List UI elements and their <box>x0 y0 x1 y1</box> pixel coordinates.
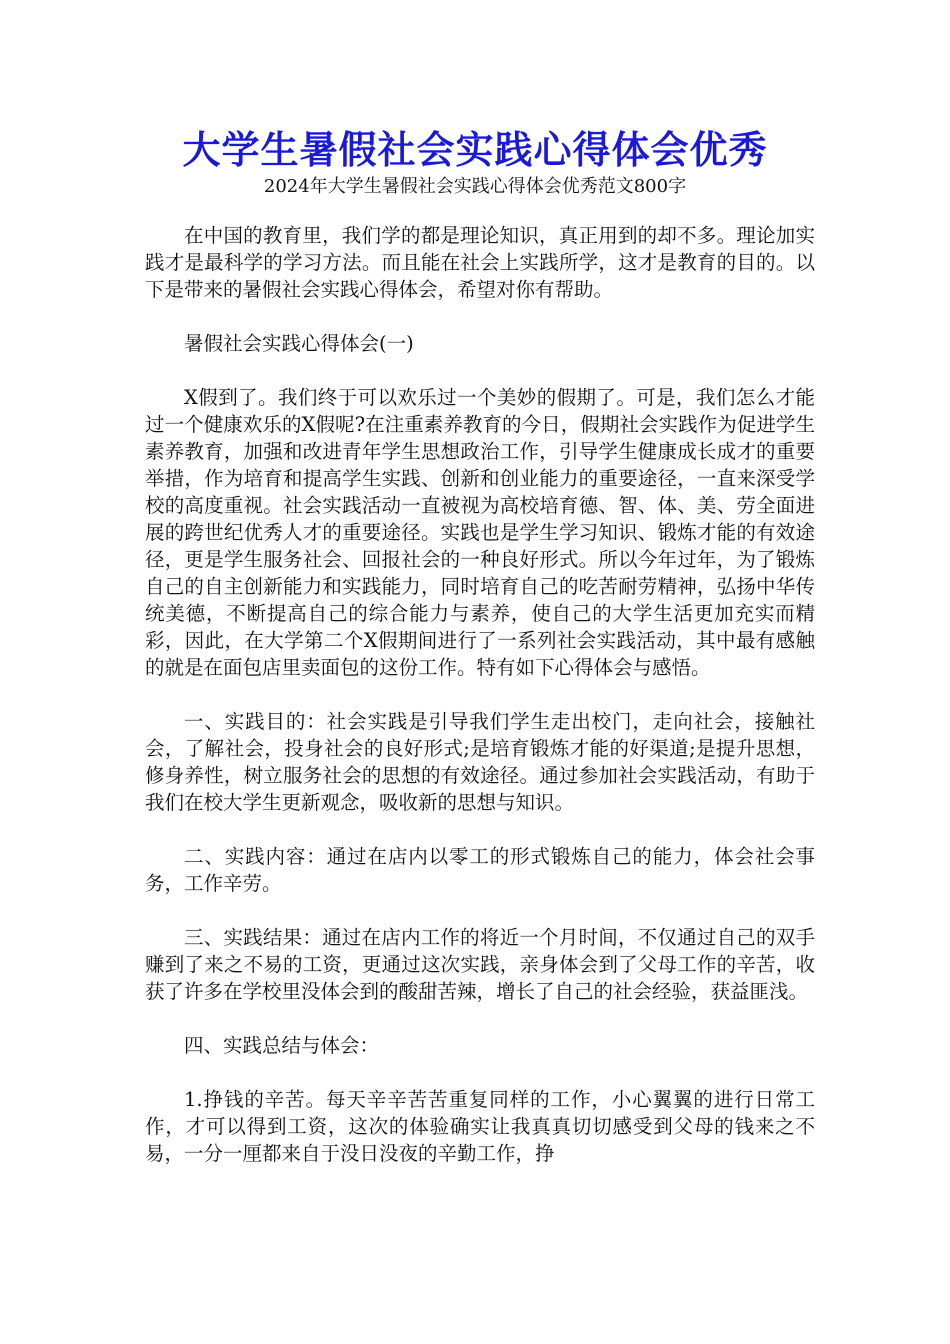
paragraph-summary-heading: 四、实践总结与体会： <box>184 1034 380 1057</box>
section-heading: 暑假社会实践心得体会(一) <box>184 332 414 355</box>
paragraph-intro: 在中国的教育里，我们学的都是理论知识，真正用到的却不多。理论加实践才是最科学的学习方法。而且能在社会上实践所学，这才是教育的目的。以下是带来的暑假社会实践心得体会，希望对你有帮助。 <box>145 224 815 301</box>
paragraph: X假到了。我们终于可以欢乐过一个美妙的假期了。可是，我们怎么才能过一个健康欢乐的X假呢?在注重素养教育的今日，假期社会实践作为促进学生素养教育，加强和改进青年学生思想政治工作，引导学生健康成长成才的重要举措，作为培育和提高学生实践、创新和创业能力的重要途径，一直来深受学校的高度重视。社会实践活动一直被视为高校培育德、智、体、美、劳全面进展的跨世纪优秀人才的重要途径。实践也是学生学习知识、锻炼才能的有效途径，更是学生服务社会、回报社会的一种良好形式。所以今年过年，为了锻炼自己的自主创新能力和实践能力，同时培育自己的吃苦耐劳精神，弘扬中华传统美德，不断提高自己的综合能力与素养，使自己的大学生活更加充实而精彩，因此，在大学第二个X假期间进行了一系列社会实践活动，其中最有感触的就是在面包店里卖面包的这份工作。特有如下心得体会与感悟。 <box>145 386 815 679</box>
document-title: 大学生暑假社会实践心得体会优秀 <box>182 127 768 172</box>
paragraph-point-1: 1.挣钱的辛苦。每天辛辛苦苦重复同样的工作，小心翼翼的进行日常工作，才可以得到工资，这次的体验确实让我真真切切感受到父母的钱来之不易，一分一厘都来自于没日没夜的辛勤工作，挣 <box>145 1088 815 1165</box>
document-subtitle: 2024年大学生暑假社会实践心得体会优秀范文800字 <box>263 176 687 197</box>
document-body <box>145 222 815 1194</box>
paragraph-content: 二、实践内容：通过在店内以零工的形式锻炼自己的能力，体会社会事务，工作辛劳。 <box>145 845 815 895</box>
paragraph-result: 三、实践结果：通过在店内工作的将近一个月时间，不仅通过自己的双手赚到了来之不易的工资，更通过这次实践，亲身体会到了父母工作的辛苦，收获了许多在学校里没体会到的酸甜苦辣，增长了自己的社会经验，获益匪浅。 <box>145 926 815 1003</box>
paragraph-purpose: 一、实践目的：社会实践是引导我们学生走出校门，走向社会，接触社会，了解社会，投身社会的良好形式;是培育锻炼才能的好渠道;是提升思想，修身养性，树立服务社会的思想的有效途径。通过参加社会实践活动，有助于我们在校大学生更新观念，吸收新的思想与知识。 <box>145 710 815 814</box>
